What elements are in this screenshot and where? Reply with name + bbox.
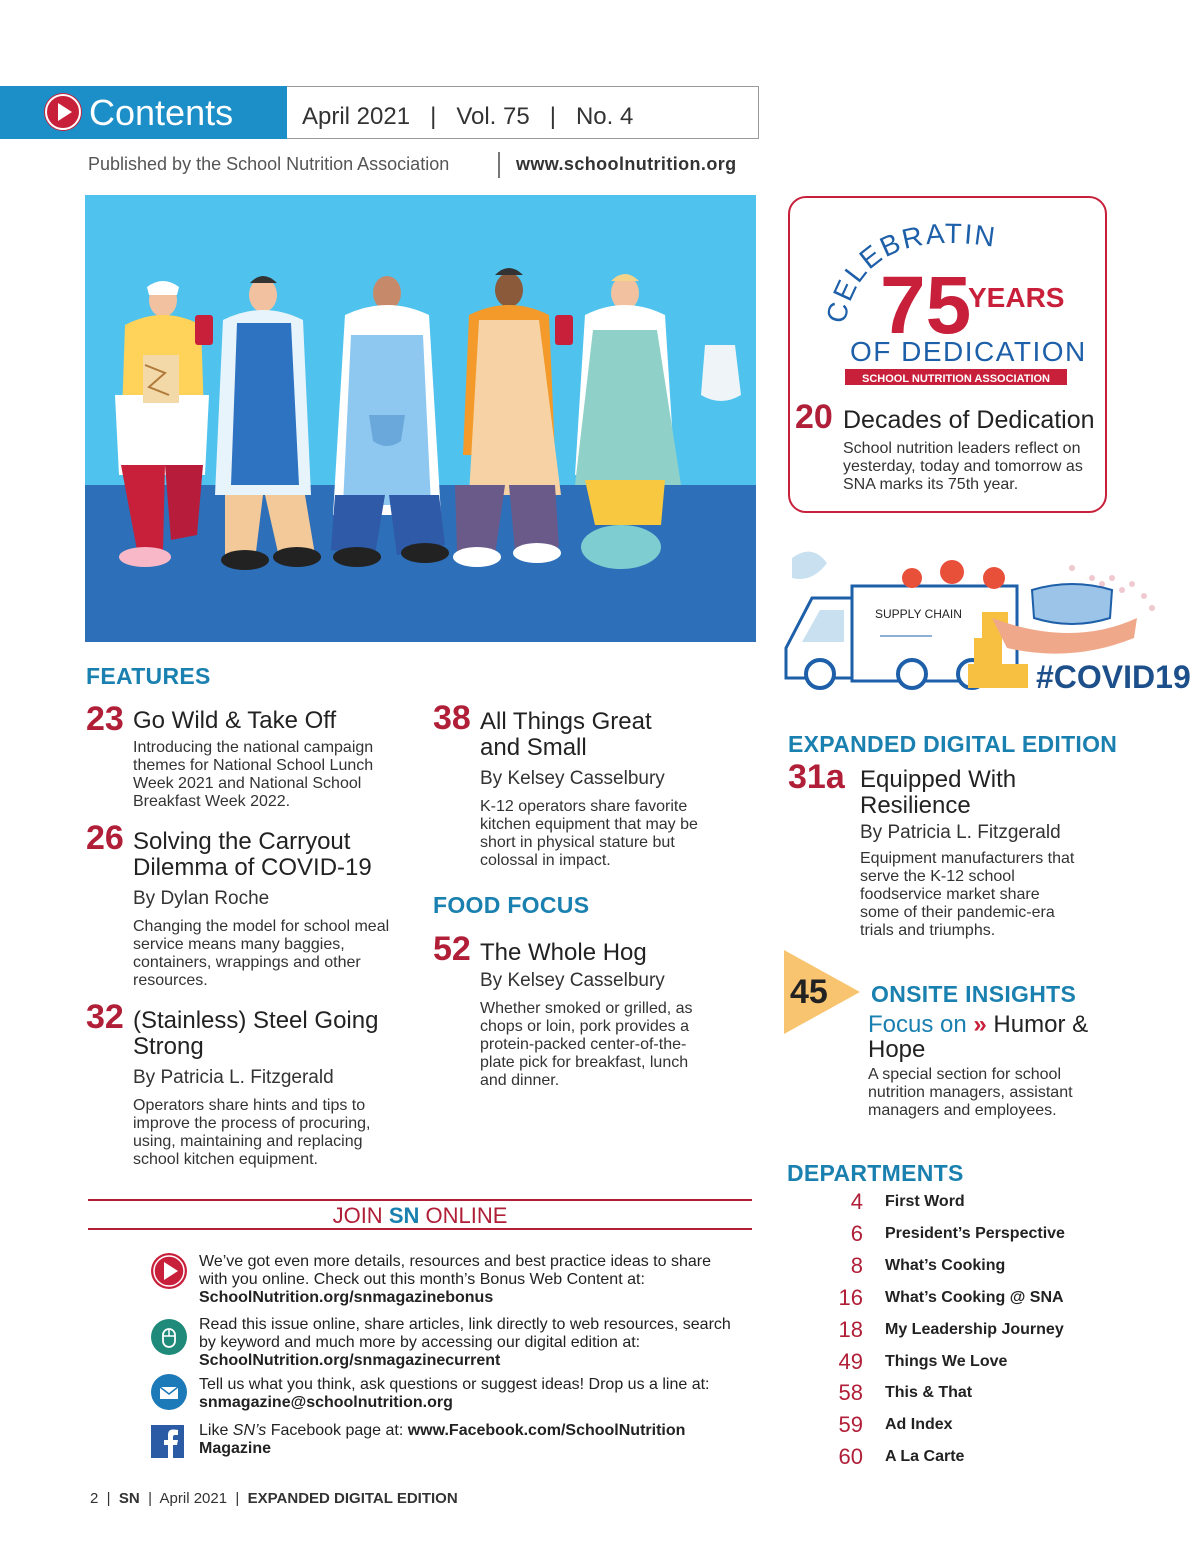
footer-edition: EXPANDED DIGITAL EDITION <box>247 1490 458 1507</box>
article-byline: By Kelsey Casselbury <box>480 970 665 991</box>
food-focus-heading: FOOD FOCUS <box>433 892 590 918</box>
article-byline: By Dylan Roche <box>133 888 270 909</box>
department-page-number: 6 <box>850 1221 863 1246</box>
article-byline: By Kelsey Casselbury <box>480 768 665 789</box>
facebook-icon <box>151 1425 184 1458</box>
join-item-text-em: SN’s <box>232 1422 267 1439</box>
play-icon <box>44 93 82 131</box>
join-item-text: Tell us what you think, ask questions or suggest ideas! Drop us a line at: <box>199 1376 710 1393</box>
article-title[interactable]: All Things Great and Small <box>480 708 652 761</box>
bonus-content-link[interactable]: SchoolNutrition.org/snmagazinebonus <box>199 1289 494 1306</box>
logo-years: YEARS <box>968 282 1065 313</box>
page-footer: 2 | SN | April 2021 | EXPANDED DIGITAL EDITION <box>90 1490 458 1507</box>
department-page-number: 60 <box>838 1444 863 1469</box>
facebook-link[interactable]: www.Facebook.com/SchoolNutrition <box>407 1422 686 1439</box>
department-page-number: 8 <box>850 1253 863 1278</box>
publisher-line: Published by the School Nutrition Association <box>88 154 450 174</box>
footer-page-number: 2 <box>90 1490 99 1507</box>
page-number: 23 <box>86 700 124 738</box>
department-name[interactable]: Ad Index <box>885 1416 953 1433</box>
article-byline: By Patricia L. Fitzgerald <box>133 1067 334 1088</box>
article-title[interactable]: Decades of Dedication <box>843 406 1095 434</box>
article-title[interactable]: (Stainless) Steel Going Strong <box>133 1007 379 1060</box>
divider <box>88 1228 752 1230</box>
email-link[interactable]: snmagazine@schoolnutrition.org <box>199 1394 453 1411</box>
page-number: 38 <box>433 699 471 737</box>
join-item <box>199 1253 739 1307</box>
covid-hashtag: #COVID19 <box>1036 659 1191 695</box>
department-page-number: 18 <box>838 1317 863 1342</box>
join-item-text: Like <box>199 1422 233 1439</box>
department-name[interactable]: This & That <box>885 1384 973 1401</box>
digital-edition-link[interactable]: SchoolNutrition.org/snmagazinecurrent <box>199 1352 501 1369</box>
page-number: 52 <box>433 930 471 968</box>
page-number: 20 <box>795 398 833 436</box>
join-online-heading <box>88 1203 752 1229</box>
cover-illustration <box>85 195 756 642</box>
article-description: Introducing the national campaign themes for National School Lunch Week 2021 and National School Breakfast Week 2022. <box>133 739 374 810</box>
departments-heading: DEPARTMENTS <box>787 1160 964 1186</box>
onsite-description: A special section for school nutrition managers, assistant managers and employees. <box>868 1066 1073 1119</box>
page-number: 45 <box>790 973 828 1011</box>
department-page-number: 49 <box>838 1349 863 1374</box>
department-page-number: 16 <box>838 1285 863 1310</box>
facebook-link-cont[interactable]: Magazine <box>199 1440 272 1457</box>
article-byline: By Patricia L. Fitzgerald <box>860 822 1061 843</box>
article-description: Whether smoked or grilled, as chops or loin, pork provides a protein-packed center-of-the-plate pick for breakfast, lunch and dinner. <box>480 1000 693 1089</box>
department-name[interactable]: First Word <box>885 1193 965 1210</box>
join-item <box>199 1422 739 1458</box>
join-item <box>199 1316 739 1370</box>
anniversary-logo <box>810 205 1090 395</box>
focus-arrow: » <box>973 1011 987 1038</box>
play-icon <box>150 1252 188 1290</box>
logo-number: 75 <box>880 260 972 351</box>
article-title[interactable]: Equipped With Resilience <box>860 766 1017 819</box>
department-name[interactable]: President’s Perspective <box>885 1225 1065 1242</box>
article-description: K-12 operators share favorite kitchen equipment that may be short in physical stature but colossal in impact. <box>480 798 698 869</box>
page-number: 26 <box>86 819 124 857</box>
divider <box>498 152 500 178</box>
expanded-edition-heading: EXPANDED DIGITAL EDITION <box>788 731 1118 757</box>
onsite-heading: ONSITE INSIGHTS <box>871 981 1077 1007</box>
join-item-text: We’ve got even more details, resources and best practice ideas to share with you online. Check out this month’s Bonus Web Content at: <box>199 1253 711 1288</box>
department-page-number: 59 <box>838 1412 863 1437</box>
supply-chain-label: SUPPLY CHAIN <box>875 607 962 621</box>
page-title: Contents <box>89 92 234 133</box>
join-item-text: Facebook page at: <box>266 1422 408 1439</box>
mail-icon <box>150 1373 188 1411</box>
department-name[interactable]: What’s Cooking @ SNA <box>885 1289 1064 1306</box>
article-description: Operators share hints and tips to improve the process of procuring, using, maintaining and replacing school kitchen equipment. <box>133 1097 371 1168</box>
footer-date: April 2021 <box>159 1490 228 1507</box>
department-name[interactable]: My Leadership Journey <box>885 1321 1064 1338</box>
article-description: Changing the model for school meal service means many baggies, containers, wrappings and other resources. <box>133 918 390 989</box>
page-number: 31a <box>788 758 845 796</box>
join-title-sn: SN <box>388 1203 420 1228</box>
join-item <box>199 1376 739 1412</box>
department-page-number: 58 <box>838 1380 863 1405</box>
article-title[interactable]: Go Wild & Take Off <box>133 707 337 734</box>
department-name[interactable]: What’s Cooking <box>885 1257 1006 1274</box>
department-page-number: 4 <box>850 1189 863 1214</box>
article-description: School nutrition leaders reflect on yesterday, today and tomorrow as SNA marks its 75th year. <box>843 440 1083 493</box>
divider <box>88 1199 752 1201</box>
join-title-pre: JOIN <box>332 1203 389 1228</box>
covid-supply-chain-illustration <box>772 538 1191 696</box>
logo-org: SCHOOL NUTRITION ASSOCIATION <box>861 373 1051 385</box>
article-description: Equipment manufacturers that serve the K-12 school foodservice market share some of their pandemic-era trials and triumphs. <box>860 850 1075 939</box>
join-item-text: Read this issue online, share articles, link directly to web resources, search by keyword and much more by accessing our digital edition at: <box>199 1316 731 1351</box>
onsite-focus[interactable] <box>868 1012 1098 1062</box>
features-heading: FEATURES <box>86 663 211 689</box>
article-title[interactable]: Solving the Carryout Dilemma of COVID-19 <box>133 828 372 881</box>
article-title[interactable]: The Whole Hog <box>480 939 647 966</box>
department-name[interactable]: Things We Love <box>885 1353 1008 1370</box>
focus-label: Focus on <box>868 1011 967 1038</box>
issue-line: April 2021 | Vol. 75 | No. 4 <box>302 103 634 130</box>
footer-magazine: SN <box>118 1490 140 1507</box>
logo-celebrating: CELEBRATIN <box>820 217 999 326</box>
logo-dedication: OF DEDICATION <box>850 336 1087 367</box>
focus-topic: Humor & Hope <box>868 1011 1089 1063</box>
join-title-post: ONLINE <box>419 1203 508 1228</box>
website-link[interactable]: www.schoolnutrition.org <box>516 154 737 174</box>
department-name[interactable]: A La Carte <box>885 1448 965 1465</box>
page-number: 32 <box>86 998 124 1036</box>
mouse-icon <box>150 1318 188 1356</box>
